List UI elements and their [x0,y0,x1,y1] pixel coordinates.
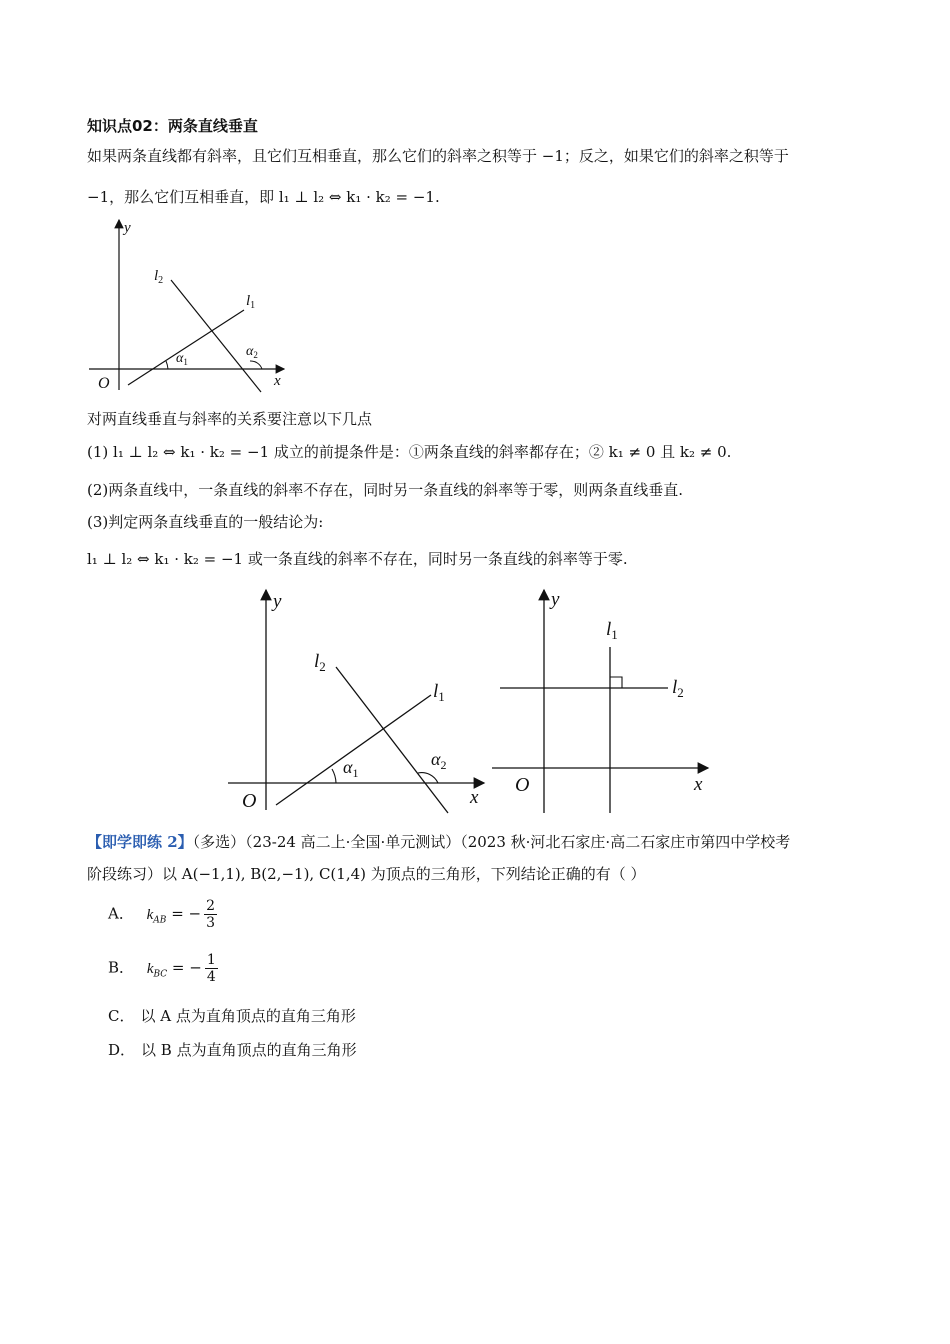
x-label: x [694,774,703,795]
note-2: (2)两条直线中，一条直线的斜率不存在，同时另一条直线的斜率等于零，则两条直线垂直. [87,481,684,499]
option-label: B． [108,958,135,977]
line-l1 [128,310,244,385]
y-label: y [273,591,282,612]
option-text: 以 A 点为直角顶点的直角三角形 [140,1007,356,1025]
l2-label: $l_2$ [672,677,684,700]
paragraph-line-1: 如果两条直线都有斜率，且它们互相垂直，那么它们的斜率之积等于 −1；反之，如果它们的斜率之积等于 [87,147,789,165]
note-3: (3)判定两条直线垂直的一般结论为: [87,513,324,531]
l2-label: $l_2$ [154,268,164,286]
option-fraction: $\frac{1}{4}$ [206,952,216,985]
figure-slopes-small [86,215,296,395]
option-sub: AB [153,915,167,926]
option-label: D． [108,1041,136,1059]
x-label: x [274,373,281,389]
option-text: 以 B 点为直角顶点的直角三角形 [141,1041,357,1059]
exercise-line-1 [87,831,790,853]
notes-title: 对两直线垂直与斜率的关系要注意以下几点 [87,410,373,428]
alpha2-label: $\alpha_2$ [431,749,447,772]
option-d[interactable] [108,1039,357,1061]
right-angle-mark [610,677,622,688]
alpha2-label: $\alpha_2$ [246,344,258,360]
line-l2 [336,667,448,813]
alpha1-label: $\alpha_1$ [343,757,359,780]
option-eq: = − [167,958,202,977]
alpha1-label: $\alpha_1$ [176,351,188,367]
angle-alpha1-arc [166,361,168,369]
y-label: y [124,220,131,236]
exercise-source: （多选）（23-24 高二上·全国·单元测试）（2023 秋·河北石家庄·高二石家庄市第四中学校考 [192,833,791,851]
y-label: y [551,589,560,610]
option-lhs: k [146,906,154,923]
paragraph-line-2: −1，那么它们互相垂直，即 l₁ ⊥ l₂ ⇔ k₁ · k₂ = −1. [87,188,440,206]
x-label: x [470,787,479,808]
option-c[interactable] [108,1005,356,1027]
option-lhs: k [146,960,154,977]
l1-label: $l_1$ [433,681,445,704]
option-fraction: $\frac{2}{3}$ [206,898,216,931]
origin-label: O [242,790,257,812]
l1-label: $l_1$ [606,619,618,642]
option-a[interactable] [108,898,217,932]
origin-label: O [515,774,530,796]
l2-label: $l_2$ [314,651,326,674]
figure-slopes-large [226,585,486,815]
angle-alpha1-arc [332,769,336,783]
line-l1 [276,695,431,805]
angle-alpha2-arc [250,361,262,369]
note-1: (1) l₁ ⊥ l₂ ⇔ k₁ · k₂ = −1 成立的前提条件是：①两条直线的斜率都存在；② k₁ ≠ 0 且 k₂ ≠ 0. [87,443,732,461]
option-b[interactable] [108,952,218,986]
exercise-tag: 【即学即练 2】 [87,833,193,851]
origin-label: O [98,375,110,392]
exercise-line-2: 阶段练习）以 A(−1,1), B(2,−1), C(1,4) 为顶点的三角形，下列结论正确的有（ ） [87,865,646,883]
note-3-formula: l₁ ⊥ l₂ ⇔ k₁ · k₂ = −1 或一条直线的斜率不存在，同时另一条直线的斜率等于零. [87,550,628,568]
section-heading: 知识点02：两条直线垂直 [87,117,258,135]
figure-vertical-horizontal [488,585,720,815]
option-label: A． [108,904,134,923]
option-label: C． [108,1007,135,1025]
l1-label: $l_1$ [246,293,256,311]
option-eq: = − [166,904,202,923]
option-sub: BC [153,969,168,980]
